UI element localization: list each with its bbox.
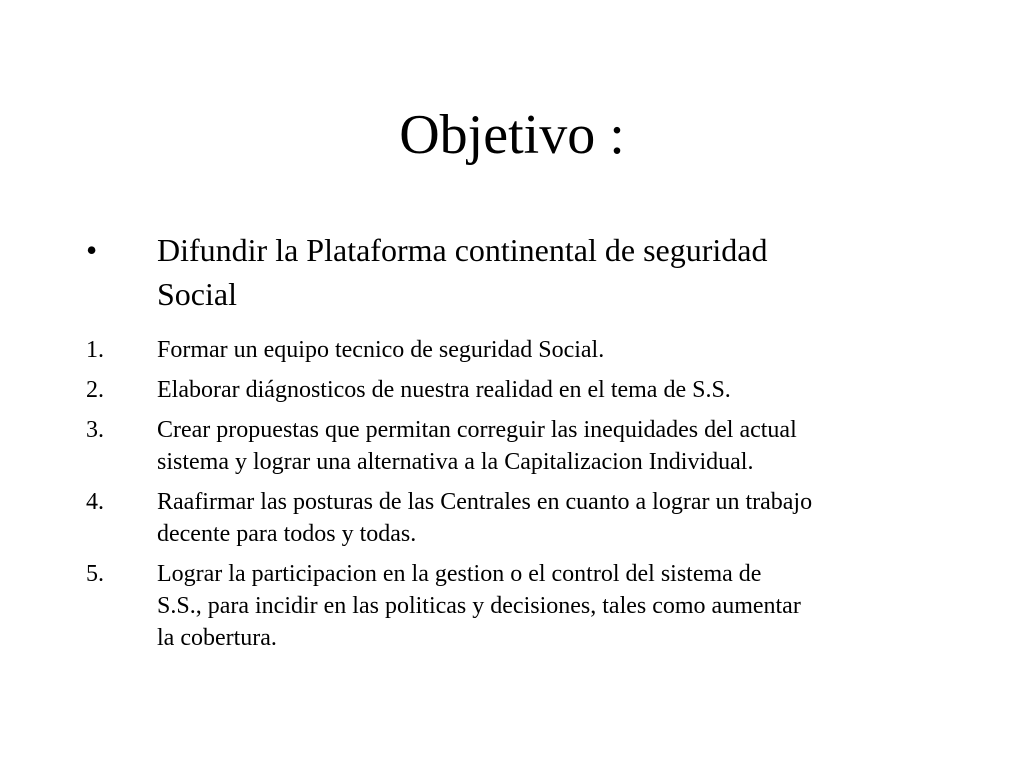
list-item: [0, 414, 1024, 478]
list-item-line: decente para todos y todas.: [157, 521, 417, 547]
bullet-marker: •: [86, 232, 98, 268]
list-item-line: Formar un equipo tecnico de seguridad Social.: [157, 337, 605, 363]
main-bullet: [0, 228, 1024, 328]
list-item: [0, 486, 1024, 550]
list-item-line: Elaborar diágnosticos de nuestra realidad en el tema de S.S.: [157, 377, 731, 403]
list-item-line: Raafirmar las posturas de las Centrales en cuanto a lograr un trabajo: [157, 489, 813, 515]
bullet-line: Difundir la Plataforma continental de seguridad: [157, 232, 768, 268]
list-item: [0, 374, 1024, 406]
numbered-list: [0, 334, 1024, 662]
list-item-line: la cobertura.: [157, 625, 277, 651]
bullet-text: [157, 228, 937, 316]
list-item-line: sistema y lograr una alternativa a la Capitalizacion Individual.: [157, 449, 754, 475]
list-item: [0, 558, 1024, 654]
list-item-line: S.S., para incidir en las politicas y decisiones, tales como aumentar: [157, 593, 801, 619]
list-item-number: 1.: [86, 337, 104, 363]
list-item-text: [157, 374, 957, 406]
slide-content: [0, 228, 1024, 651]
list-item-number: 4.: [86, 489, 104, 515]
bullet-line: Social: [157, 276, 237, 312]
list-item-number: 2.: [86, 377, 104, 403]
list-item-line: Crear propuestas que permitan correguir las inequidades del actual: [157, 417, 797, 443]
list-item-line: Lograr la participacion en la gestion o el control del sistema de: [157, 561, 762, 587]
list-item-number: 3.: [86, 417, 104, 443]
slide-title: Objetivo :: [399, 104, 625, 166]
list-item-text: [157, 334, 957, 366]
list-item-text: [157, 486, 957, 550]
list-item-text: [157, 558, 957, 654]
list-item-text: [157, 414, 957, 478]
list-item: [0, 334, 1024, 366]
list-item-number: 5.: [86, 561, 104, 587]
